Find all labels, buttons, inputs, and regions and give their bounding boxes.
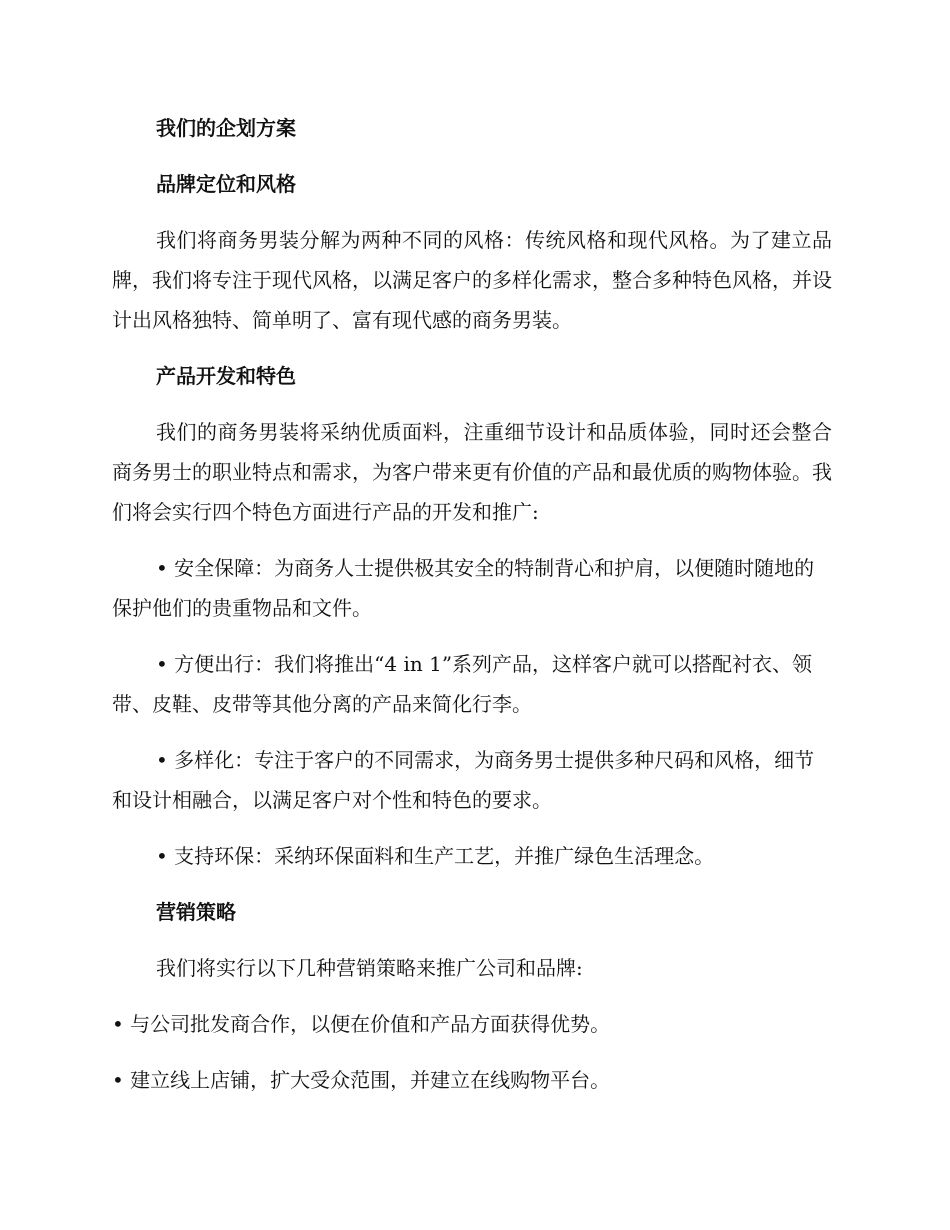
- section-paragraph-brand: 我们将商务男装分解为两种不同的风格：传统风格和现代风格。为了建立品牌，我们将专注于现代风格，以满足客户的多样化需求，整合多种特色风格，并设计出风格独特、简单明了、富有现代感的商务男装。: [112, 228, 832, 332]
- section-heading-brand: 品牌定位和风格: [156, 172, 296, 196]
- document-page: [112, 108, 832, 1116]
- bullet-item-diversity: • 多样化：专注于客户的不同需求，为商务男士提供多种尺码和风格，细节和设计相融合，以满足客户对个性和特色的要求。: [112, 748, 815, 812]
- bullet-item-travel: • 方便出行：我们将推出“4 in 1”系列产品，这样客户就可以搭配衬衣、领带、皮鞋、皮带等其他分离的产品来简化行李。: [112, 652, 813, 716]
- bullet-item-online-store: • 建立线上店铺，扩大受众范围，并建立在线购物平台。: [112, 1068, 611, 1092]
- section-paragraph-marketing: 我们将实行以下几种营销策略来推广公司和品牌:: [156, 956, 583, 980]
- bullet-item-wholesale: • 与公司批发商合作，以便在价值和产品方面获得优势。: [112, 1012, 611, 1036]
- section-paragraph-product: 我们的商务男装将采纳优质面料，注重细节设计和品质体验，同时还会整合商务男士的职业特点和需求，为客户带来更有价值的产品和最优质的购物体验。我们将会实行四个特色方面进行产品的开发和推广:: [112, 420, 832, 524]
- section-heading-marketing: 营销策略: [156, 900, 236, 924]
- document-title: 我们的企划方案: [156, 116, 296, 140]
- section-heading-product: 产品开发和特色: [156, 364, 296, 388]
- bullet-item-eco: • 支持环保：采纳环保面料和生产工艺，并推广绿色生活理念。: [156, 844, 715, 868]
- bullet-item-safety: • 安全保障：为商务人士提供极其安全的特制背心和护肩，以便随时随地的保护他们的贵重物品和文件。: [112, 556, 815, 620]
